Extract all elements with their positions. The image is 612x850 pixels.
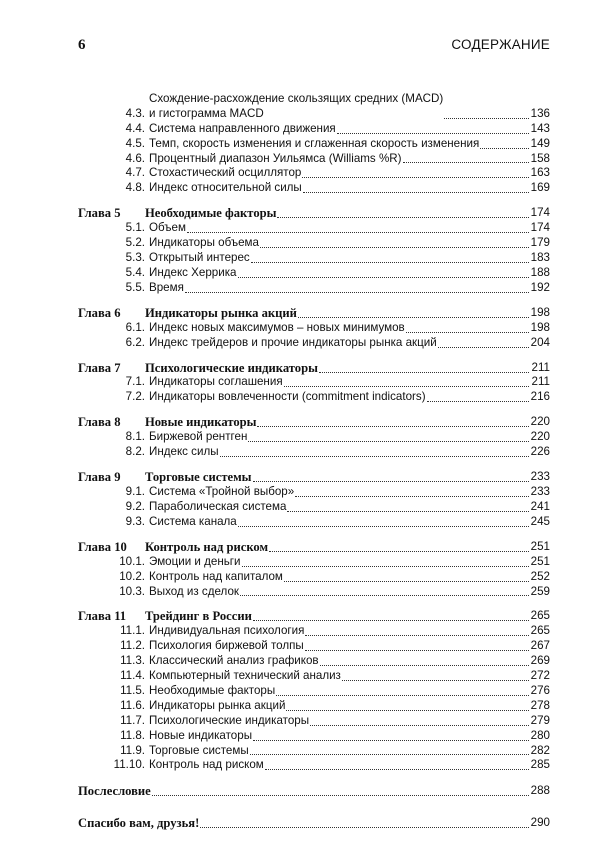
entry-page-number: 136 xyxy=(530,106,550,120)
chapter-heading[interactable] xyxy=(78,205,550,221)
entry-number: 11.3. xyxy=(120,654,145,668)
dot-leader xyxy=(310,724,529,726)
toc-entry[interactable] xyxy=(78,166,550,181)
entry-page-number: 220 xyxy=(530,430,550,444)
toc-entry[interactable] xyxy=(78,654,550,669)
entry-number: 6.1. xyxy=(125,320,145,334)
toc-chapter xyxy=(78,539,550,600)
toc-entry[interactable] xyxy=(78,570,550,585)
entry-number: 11.9. xyxy=(120,743,145,757)
entry-page-number: 272 xyxy=(530,669,550,683)
entry-number: 4.5. xyxy=(125,136,145,150)
chapter-heading[interactable] xyxy=(78,360,550,376)
chapter-number: Глава 10 xyxy=(78,539,127,554)
entry-title: Индикаторы вовлеченности (commitment indicators) xyxy=(149,390,426,404)
toc-entry[interactable] xyxy=(78,729,550,744)
entry-page-number: 280 xyxy=(530,728,550,742)
entry-page-number: 278 xyxy=(530,698,550,712)
back-matter-title: Послесловие xyxy=(78,784,151,799)
dot-leader xyxy=(185,291,529,293)
entry-title: Психологические индикаторы xyxy=(149,713,310,727)
toc-entry[interactable] xyxy=(78,485,550,500)
dot-leader xyxy=(265,768,529,770)
entry-title: Компьютерный технический анализ xyxy=(149,669,341,683)
dot-leader xyxy=(302,176,529,178)
dot-leader xyxy=(253,739,529,741)
entry-title: Индекс трейдеров и прочие индикаторы рынка акций xyxy=(149,335,437,349)
toc-entry[interactable] xyxy=(78,137,550,152)
entry-title: Система канала xyxy=(149,514,237,528)
entry-number: 11.8. xyxy=(120,728,145,742)
entry-title: Индекс Херрика xyxy=(149,265,237,279)
entry-title: Система «Тройной выбор» xyxy=(149,485,295,499)
toc-entry[interactable] xyxy=(78,624,550,639)
dot-leader xyxy=(305,649,529,651)
entry-number: 5.4. xyxy=(125,265,145,279)
dot-leader xyxy=(342,679,529,681)
dot-leader xyxy=(200,826,529,828)
entry-number: 4.6. xyxy=(125,151,145,165)
dot-leader xyxy=(248,440,529,442)
dot-leader xyxy=(295,495,529,497)
entry-number: 9.3. xyxy=(125,514,145,528)
toc-chapter xyxy=(78,205,550,295)
dot-leader xyxy=(480,147,529,149)
toc-entry[interactable] xyxy=(78,390,550,405)
dot-leader xyxy=(319,371,529,373)
entry-title: Эмоции и деньги xyxy=(149,554,241,568)
dot-leader xyxy=(438,346,529,348)
entry-page-number: 251 xyxy=(530,554,550,568)
dot-leader xyxy=(251,261,529,263)
chapter-page-number: 198 xyxy=(530,305,550,319)
toc-entry[interactable] xyxy=(78,321,550,336)
entry-number: 7.2. xyxy=(125,390,145,404)
entry-title: Индекс относительной силы xyxy=(149,181,302,195)
dot-leader xyxy=(257,425,529,427)
chapter-title: Индикаторы рынка акций xyxy=(145,305,297,320)
entry-page-number: 143 xyxy=(530,121,550,135)
toc-entry[interactable] xyxy=(78,744,550,759)
entry-number: 8.1. xyxy=(125,430,145,444)
page-header xyxy=(78,37,550,55)
chapter-number: Глава 6 xyxy=(78,305,121,320)
dot-leader xyxy=(276,694,529,696)
dot-leader xyxy=(284,580,529,582)
entry-number: 8.2. xyxy=(125,445,145,459)
entry-title: Торговые системы xyxy=(149,743,249,757)
toc-entry[interactable] xyxy=(78,281,550,296)
entry-number: 7.1. xyxy=(125,375,145,389)
dot-leader xyxy=(277,216,529,218)
entry-title: Объем xyxy=(149,221,186,235)
entry-title: Индикаторы рынка акций xyxy=(149,698,286,712)
back-matter-entry[interactable] xyxy=(78,783,550,799)
entry-number: 4.4. xyxy=(125,121,145,135)
entry-page-number: 282 xyxy=(530,743,550,757)
dot-leader xyxy=(403,161,530,163)
toc-entry[interactable] xyxy=(78,714,550,729)
chapter-heading[interactable] xyxy=(78,305,550,321)
entry-page-number: 211 xyxy=(531,375,550,389)
entry-title-line: Схождение-расхождение скользящих средних (MACD) xyxy=(149,92,444,105)
chapter-number: Глава 8 xyxy=(78,415,121,430)
entry-page-number: 226 xyxy=(530,445,550,459)
chapter-title: Необходимые факторы xyxy=(145,206,277,221)
entry-page-number: 279 xyxy=(530,713,550,727)
entry-number: 10.2. xyxy=(119,569,145,583)
entry-page-number: 169 xyxy=(530,181,550,195)
entry-title: Система направленного движения xyxy=(149,121,336,135)
entry-page-number: 174 xyxy=(530,221,550,235)
entry-title: Индекс силы xyxy=(149,445,219,459)
entry-page-number: 149 xyxy=(530,136,550,150)
chapter-page-number: 211 xyxy=(531,360,550,374)
chapter-title: Психологические индикаторы xyxy=(145,360,318,375)
toc-entry[interactable] xyxy=(78,336,550,351)
chapter-title: Торговые системы xyxy=(145,470,252,485)
toc-entry[interactable] xyxy=(78,221,550,236)
toc-entry[interactable] xyxy=(78,92,550,122)
back-matter-entry[interactable] xyxy=(78,815,550,831)
entry-number: 11.2. xyxy=(120,639,145,653)
entry-title: Контроль над капиталом xyxy=(149,569,283,583)
chapter-number: Глава 9 xyxy=(78,470,121,485)
entry-title: Необходимые факторы xyxy=(149,683,276,697)
entry-title: Психология биржевой толпы xyxy=(149,639,304,653)
chapter-heading[interactable] xyxy=(78,469,550,485)
chapter-number: Глава 5 xyxy=(78,206,121,221)
chapter-page-number: 251 xyxy=(530,539,550,553)
entry-page-number: 265 xyxy=(530,624,550,638)
entry-number: 6.2. xyxy=(125,335,145,349)
entry-page-number: 259 xyxy=(530,584,550,598)
entry-page-number: 233 xyxy=(530,485,550,499)
entry-title: Индикаторы соглашения xyxy=(149,375,283,389)
entry-title: Новые индикаторы xyxy=(149,728,253,742)
toc-chapter xyxy=(78,360,550,406)
running-title: СОДЕРЖАНИЕ xyxy=(451,37,550,52)
entry-page-number: 245 xyxy=(530,514,550,528)
entry-title: Темп, скорость изменения и сглаженная скорость изменения xyxy=(149,136,480,150)
dot-leader xyxy=(284,385,529,387)
dot-leader xyxy=(242,565,530,567)
dot-leader xyxy=(238,525,529,527)
dot-leader xyxy=(260,246,529,248)
chapter-heading[interactable] xyxy=(78,539,550,555)
toc-entry[interactable] xyxy=(78,251,550,266)
chapter-page-number: 265 xyxy=(530,609,550,623)
dot-leader xyxy=(298,316,529,318)
dot-leader xyxy=(444,117,529,119)
entry-title: Индикаторы объема xyxy=(149,236,259,250)
entry-title: Параболическая система xyxy=(149,499,287,513)
toc-entry[interactable] xyxy=(78,376,550,391)
toc-chapter xyxy=(78,414,550,460)
dot-leader xyxy=(152,794,529,796)
dot-leader xyxy=(427,400,529,402)
entry-page-number: 267 xyxy=(530,639,550,653)
toc-entry[interactable] xyxy=(78,758,550,773)
chapter-number: Глава 7 xyxy=(78,360,121,375)
toc-entry[interactable] xyxy=(78,236,550,251)
toc-entry[interactable] xyxy=(78,515,550,530)
dot-leader xyxy=(305,634,529,636)
chapter-title: Контроль над риском xyxy=(145,539,269,554)
chapter-page-number: 174 xyxy=(530,206,550,220)
dot-leader xyxy=(187,231,529,233)
back-matter-page-number: 288 xyxy=(530,784,550,798)
dot-leader xyxy=(303,191,529,193)
entry-page-number: 198 xyxy=(530,320,550,334)
entry-number: 4.3. xyxy=(125,106,145,120)
entry-title-line: и гистограмма MACD xyxy=(149,106,264,120)
entry-page-number: 179 xyxy=(530,236,550,250)
dot-leader xyxy=(337,132,529,134)
toc-entry[interactable] xyxy=(78,152,550,167)
toc-entry[interactable] xyxy=(78,639,550,654)
toc-entry[interactable] xyxy=(78,684,550,699)
entry-number: 5.2. xyxy=(125,236,145,250)
toc-entry[interactable] xyxy=(78,585,550,600)
chapter-title: Трейдинг в России xyxy=(145,609,252,624)
dot-leader xyxy=(286,709,529,711)
entry-number: 11.1. xyxy=(120,624,145,638)
entry-page-number: 204 xyxy=(530,335,550,349)
entry-title: Открытый интерес xyxy=(149,251,250,265)
chapter-title: Новые индикаторы xyxy=(145,415,257,430)
dot-leader xyxy=(269,550,529,552)
dot-leader xyxy=(320,664,529,666)
table-of-contents xyxy=(78,92,550,831)
entry-page-number: 216 xyxy=(530,390,550,404)
entry-number: 11.7. xyxy=(120,713,145,727)
toc-entry[interactable] xyxy=(78,669,550,684)
entry-number: 10.3. xyxy=(119,584,145,598)
toc-chapter xyxy=(78,608,550,773)
entry-number: 11.5. xyxy=(120,683,145,697)
dot-leader xyxy=(238,276,530,278)
toc-entry[interactable] xyxy=(78,699,550,714)
back-matter-title: Спасибо вам, друзья! xyxy=(78,816,200,831)
entry-number: 11.4. xyxy=(120,669,145,683)
chapter-heading[interactable] xyxy=(78,608,550,624)
entry-title: Стохастический осциллятор xyxy=(149,166,302,180)
entry-title: Процентный диапазон Уильямса (Williams %R) xyxy=(149,151,402,165)
entry-number: 4.8. xyxy=(125,181,145,195)
toc-chapter xyxy=(78,305,550,351)
toc-entry[interactable] xyxy=(78,500,550,515)
entry-title: Индивидуальная психология xyxy=(149,624,305,638)
chapter-page-number: 220 xyxy=(530,415,550,429)
entry-number: 9.2. xyxy=(125,499,145,513)
entry-title: Время xyxy=(149,280,184,294)
entry-number: 4.7. xyxy=(125,166,145,180)
entry-title: Выход из сделок xyxy=(149,584,239,598)
dot-leader xyxy=(287,510,529,512)
dot-leader xyxy=(250,753,529,755)
dot-leader xyxy=(253,619,529,621)
entry-number: 5.1. xyxy=(125,221,145,235)
chapter-number: Глава 11 xyxy=(78,609,127,624)
dot-leader xyxy=(220,455,529,457)
entry-page-number: 241 xyxy=(530,499,550,513)
toc-entry[interactable] xyxy=(78,181,550,196)
entry-page-number: 188 xyxy=(530,265,550,279)
entry-page-number: 285 xyxy=(530,758,550,772)
entry-page-number: 192 xyxy=(530,280,550,294)
entry-number: 5.3. xyxy=(125,251,145,265)
toc-chapter xyxy=(78,469,550,530)
chapter-page-number: 233 xyxy=(530,470,550,484)
entry-title xyxy=(145,92,443,122)
entry-page-number: 276 xyxy=(530,683,550,697)
dot-leader xyxy=(240,594,529,596)
entry-page-number: 183 xyxy=(530,251,550,265)
entry-number: 9.1. xyxy=(125,485,145,499)
toc-entry[interactable] xyxy=(78,555,550,570)
back-matter-page-number: 290 xyxy=(530,816,550,830)
entry-page-number: 269 xyxy=(530,654,550,668)
dot-leader xyxy=(406,331,529,333)
entry-number: 11.6. xyxy=(120,698,145,712)
toc-entry[interactable] xyxy=(78,430,550,445)
entry-title: Контроль над риском xyxy=(149,758,264,772)
entry-number: 5.5. xyxy=(125,280,145,294)
entry-page-number: 252 xyxy=(530,569,550,583)
toc-entry[interactable] xyxy=(78,122,550,137)
entry-title: Индекс новых максимумов – новых минимумов xyxy=(149,320,405,334)
entry-title: Биржевой рентген xyxy=(149,430,248,444)
toc-chapter xyxy=(78,92,550,196)
entry-page-number: 163 xyxy=(530,166,550,180)
entry-number: 10.1. xyxy=(119,554,145,568)
entry-title: Классический анализ графиков xyxy=(149,654,319,668)
toc-entry[interactable] xyxy=(78,266,550,281)
entry-page-number: 158 xyxy=(530,151,550,165)
toc-entry[interactable] xyxy=(78,445,550,460)
page-number: 6 xyxy=(78,37,86,53)
dot-leader xyxy=(253,480,529,482)
entry-number: 11.10. xyxy=(113,758,145,772)
chapter-heading[interactable] xyxy=(78,414,550,430)
